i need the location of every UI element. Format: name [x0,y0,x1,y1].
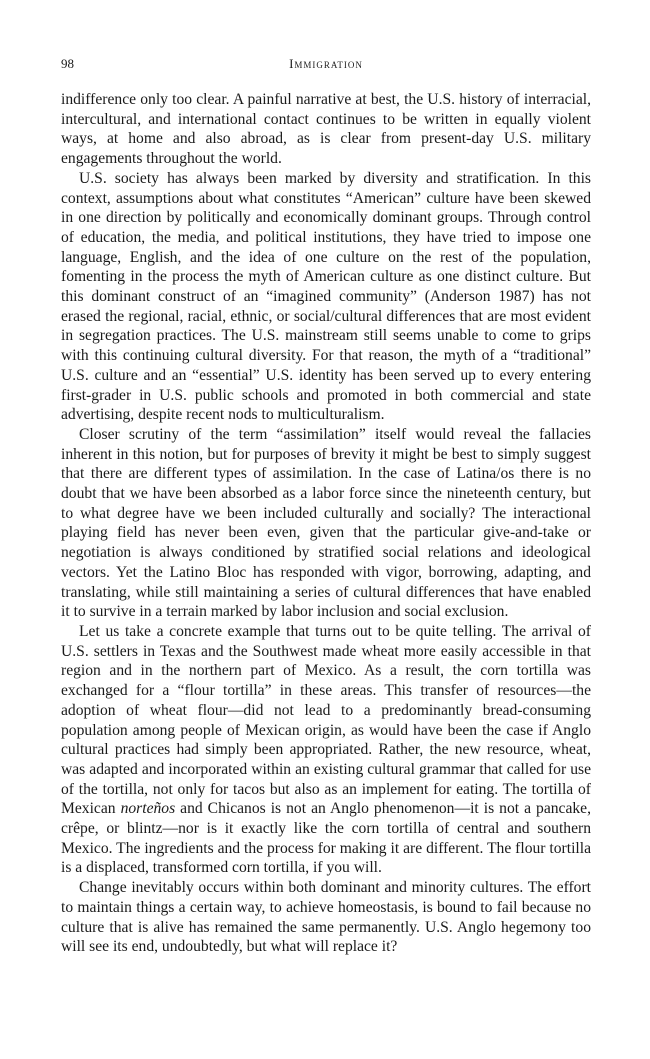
paragraph-4 [61,622,591,878]
paragraph-4-text-b: and Chicanos is not an Anglo phenomenon—it is not a pancake, crêpe, or blintz—nor is it exactly like the corn tortilla of central and southern Mexico. The ingredients and the process for making it are different. The flour tortilla is a displaced, transformed corn tortilla, if you will. [61,800,591,877]
paragraph-4-italic-term: norteños [120,800,176,818]
paragraph-1: indifference only too clear. A painful narrative at best, the U.S. history of interracial, intercultural, and international contact continues to be written in equally violent ways, at home and also abroad, as is clear from present-day U.S. military engagements throughout the world. [61,91,591,168]
paragraph-5: Change inevitably occurs within both dominant and minority cultures. The effort to maintain things a certain way, to achieve homeostasis, is bound to fail because no culture that is alive has remained the same permanently. U.S. Anglo hegemony too will see its end, undoubtedly, but what will replace it? [61,879,591,956]
running-title: Immigration [289,56,363,71]
running-head [61,56,591,76]
paragraph-2: U.S. society has always been marked by diversity and stratification. In this context, assumptions about what constitutes “American” culture have been skewed in one direction by politically and economically dominant groups. Through control of education, the media, and political institutions, they have tried to impose one language, English, and the idea of one culture on the rest of the population, fomenting in the process the myth of American culture as one distinct culture. But this dominant construct of an “imagined community” (Anderson 1987) has not erased the regional, racial, ethnic, or social/cultural differences that are most evident in segregation practices. The U.S. mainstream still seems unable to come to grips with this continuing cultural diversity. For that reason, the myth of a “traditional” U.S. culture and an “essential” U.S. identity has been served up to every entering first-grader in U.S. public schools and promoted in both commercial and state advertising, despite recent nods to multiculturalism. [61,169,591,424]
page-number: 98 [61,56,74,71]
book-page [61,0,591,957]
paragraph-3: Closer scrutiny of the term “assimilation” itself would reveal the fallacies inherent in this notion, but for purposes of brevity it might be best to simply suggest that there are different types of assimilation. In the case of Latina/​os there is no doubt that we have been absorbed as a labor force since the nineteenth century, but to what degree have we been included culturally and socially? The interactional playing field has never been even, given that the particular give-and-take or negotiation is always conditioned by stratified social relations and ideological vectors. Yet the Latino Bloc has responded with vigor, borrowing, adapting, and translating, while still maintaining a series of cultural differences that have enabled it to survive in a terrain marked by labor inclusion and social exclusion. [61,425,591,621]
paragraph-4-text-a: Let us take a concrete example that turns out to be quite telling. The arrival of U.S. settlers in Texas and the Southwest made wheat more easily accessible in that region and in the northern part of Mexico. As a result, the corn tortilla was exchanged for a “flour tortilla” in these areas. This transfer of resources—the adoption of wheat flour—did not lead to a predominantly bread-consuming population among people of Mexican origin, as would have been the case if Anglo cultural practices had simply been appropriated. Rather, the new resource, wheat, was adapted and incorporated within an existing cultural grammar that called for use of the tortilla, not only for tacos but also as an implement for eating. The tortilla of Mexican [61,622,591,818]
body-text [61,90,591,957]
